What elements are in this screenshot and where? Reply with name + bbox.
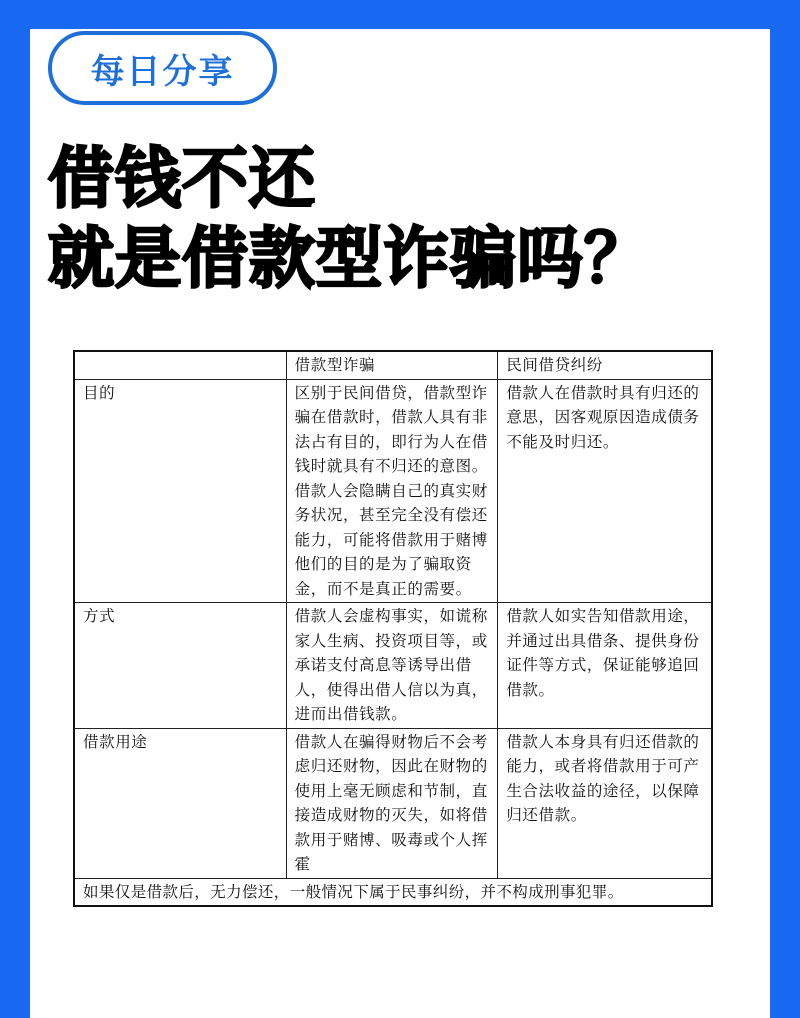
row-label: 借款用途 (74, 728, 286, 878)
footnote-cell: 如果仅是借款后，无力偿还，一般情况下属于民事纠纷，并不构成刑事犯罪。 (74, 878, 712, 906)
table-footnote-row (74, 878, 712, 906)
content-card (30, 29, 770, 1018)
dispute-cell: 借款人在借款时具有归还的意思，因客观原因造成债务不能及时归还。 (498, 379, 712, 603)
page-title (48, 139, 651, 299)
fraud-cell: 借款人在骗得财物后不会考虑归还财物，因此在财物的使用上毫无顾虑和节制，直接造成财物的灭失，如将借款用于赌博、吸毒或个人挥霍 (286, 728, 498, 878)
table-row (74, 603, 712, 729)
row-label: 方式 (74, 603, 286, 729)
title-line-2: 就是借款型诈骗吗？ (48, 220, 651, 297)
daily-share-badge (48, 31, 277, 105)
title-line-1: 借钱不还 (48, 140, 316, 217)
dispute-cell: 借款人如实告知借款用途，并通过出具借条、提供身份证件等方式，保证能够追回借款。 (498, 603, 712, 729)
comparison-table (73, 350, 713, 907)
header-cell-fraud: 借款型诈骗 (286, 351, 498, 379)
row-label: 目的 (74, 379, 286, 603)
table-row (74, 379, 712, 603)
dispute-cell: 借款人本身具有归还借款的能力，或者将借款用于可产生合法收益的途径，以保障归还借款。 (498, 728, 712, 878)
header-cell-dispute: 民间借贷纠纷 (498, 351, 712, 379)
fraud-cell: 借款人会虚构事实，如谎称家人生病、投资项目等，或承诺支付高息等诱导出借人，使得出借人信以为真，进而出借钱款。 (286, 603, 498, 729)
table-header-row (74, 351, 712, 379)
table-row (74, 728, 712, 878)
fraud-cell: 区别于民间借贷，借款型诈骗在借款时，借款人具有非法占有目的，即行为人在借钱时就具有不归还的意图。借款人会隐瞒自己的真实财务状况，甚至完全没有偿还能力，可能将借款用于赌博他们的目的是为了骗取资金，而不是真正的需要。 (286, 379, 498, 603)
badge-label: 每日分享 (90, 51, 235, 92)
header-cell-empty (74, 351, 286, 379)
